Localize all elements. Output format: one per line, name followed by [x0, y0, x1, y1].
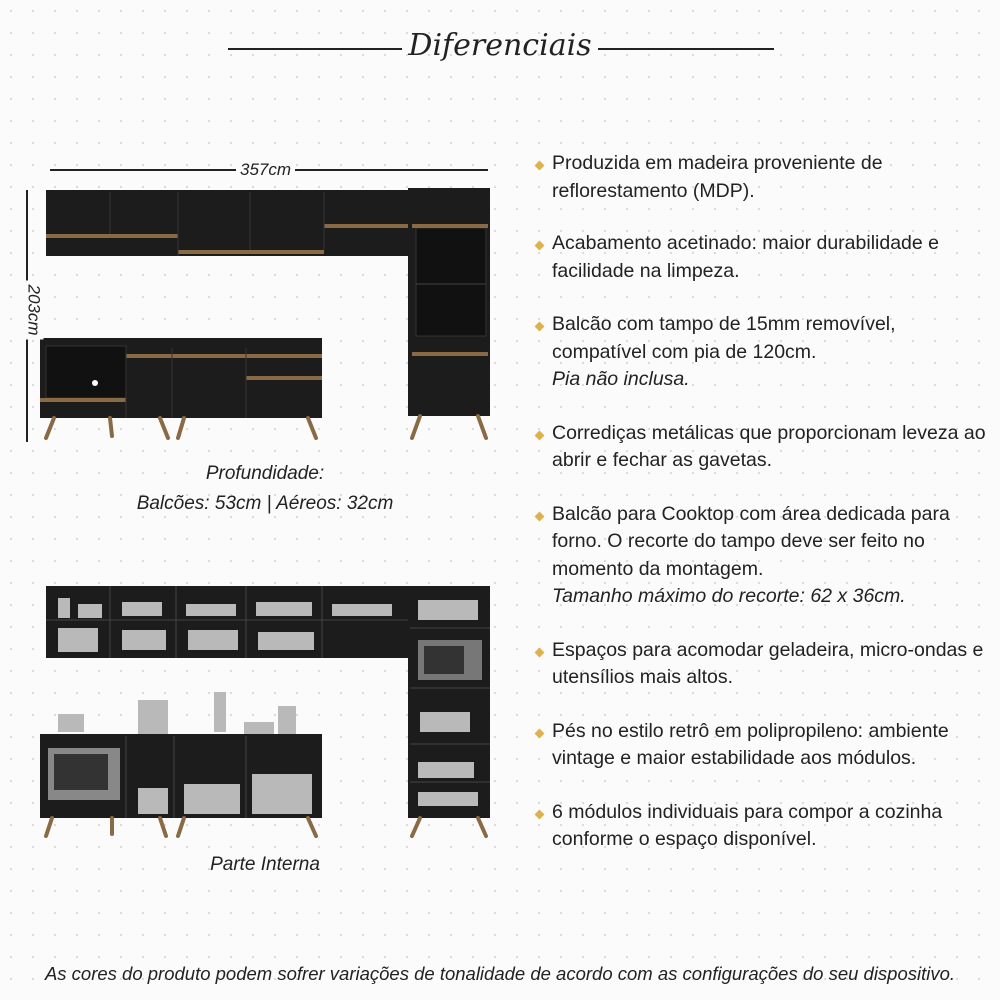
feature-text: Espaços para acomodar geladeira, micro-ondas e utensílios mais altos.: [552, 638, 984, 688]
height-dimension-label: 203cm: [24, 280, 44, 339]
feature-item: [534, 501, 994, 611]
feature-text: Corrediças metálicas que proporcionam leveza ao abrir e fechar as gavetas.: [552, 421, 986, 471]
feature-item: [534, 311, 994, 394]
width-dimension-label: 357cm: [236, 160, 295, 180]
diamond-bullet-icon: [535, 241, 545, 251]
diamond-bullet-icon: [535, 161, 545, 171]
diamond-bullet-icon: [535, 430, 545, 440]
header-rule-left: [228, 48, 402, 50]
diamond-bullet-icon: [535, 728, 545, 738]
features-list: [534, 150, 994, 854]
diamond-bullet-icon: [535, 647, 545, 657]
kitchen-interior-drawing: [38, 584, 494, 840]
diamond-bullet-icon: [535, 809, 545, 819]
diamond-bullet-icon: [535, 511, 545, 521]
feature-text: Produzida em madeira proveniente de reflorestamento (MDP).: [552, 152, 883, 202]
interior-caption: Parte Interna: [210, 854, 320, 875]
feature-item: [534, 637, 994, 692]
feature-text: Pés no estilo retrô em polipropileno: ambiente vintage e maior estabilidade aos módulos.: [552, 719, 949, 769]
depth-caption-title: Profundidade:: [205, 463, 325, 484]
feature-text: Balcão para Cooktop com área dedicada para forno. O recorte do tampo deve ser feito no momento da montagem.: [552, 502, 950, 580]
feature-item: [534, 150, 994, 205]
header-rule-right: [598, 48, 774, 50]
feature-text: Balcão com tampo de 15mm removível, compatível com pia de 120cm.: [552, 313, 896, 363]
feature-item: [534, 799, 994, 854]
depth-caption-values: Balcões: 53cm | Aéreos: 32cm: [136, 493, 394, 514]
depth-caption: [120, 459, 410, 519]
feature-item: [534, 420, 994, 475]
feature-note: Pia não inclusa.: [552, 368, 690, 390]
section-header: [0, 28, 1000, 72]
section-title: Diferenciais: [408, 28, 592, 63]
diamond-bullet-icon: [535, 322, 545, 332]
kitchen-closed-drawing: [10, 150, 500, 450]
feature-note: Tamanho máximo do recorte: 62 x 36cm.: [552, 585, 906, 607]
feature-text: Acabamento acetinado: maior durabilidade e facilidade na limpeza.: [552, 232, 940, 282]
feature-item: [534, 230, 994, 285]
feature-text: 6 módulos individuais para compor a cozinha conforme o espaço disponível.: [552, 800, 943, 850]
color-disclaimer: As cores do produto podem sofrer variações de tonalidade de acordo com as configurações do seu dispositivo.: [44, 963, 956, 984]
feature-item: [534, 718, 994, 773]
